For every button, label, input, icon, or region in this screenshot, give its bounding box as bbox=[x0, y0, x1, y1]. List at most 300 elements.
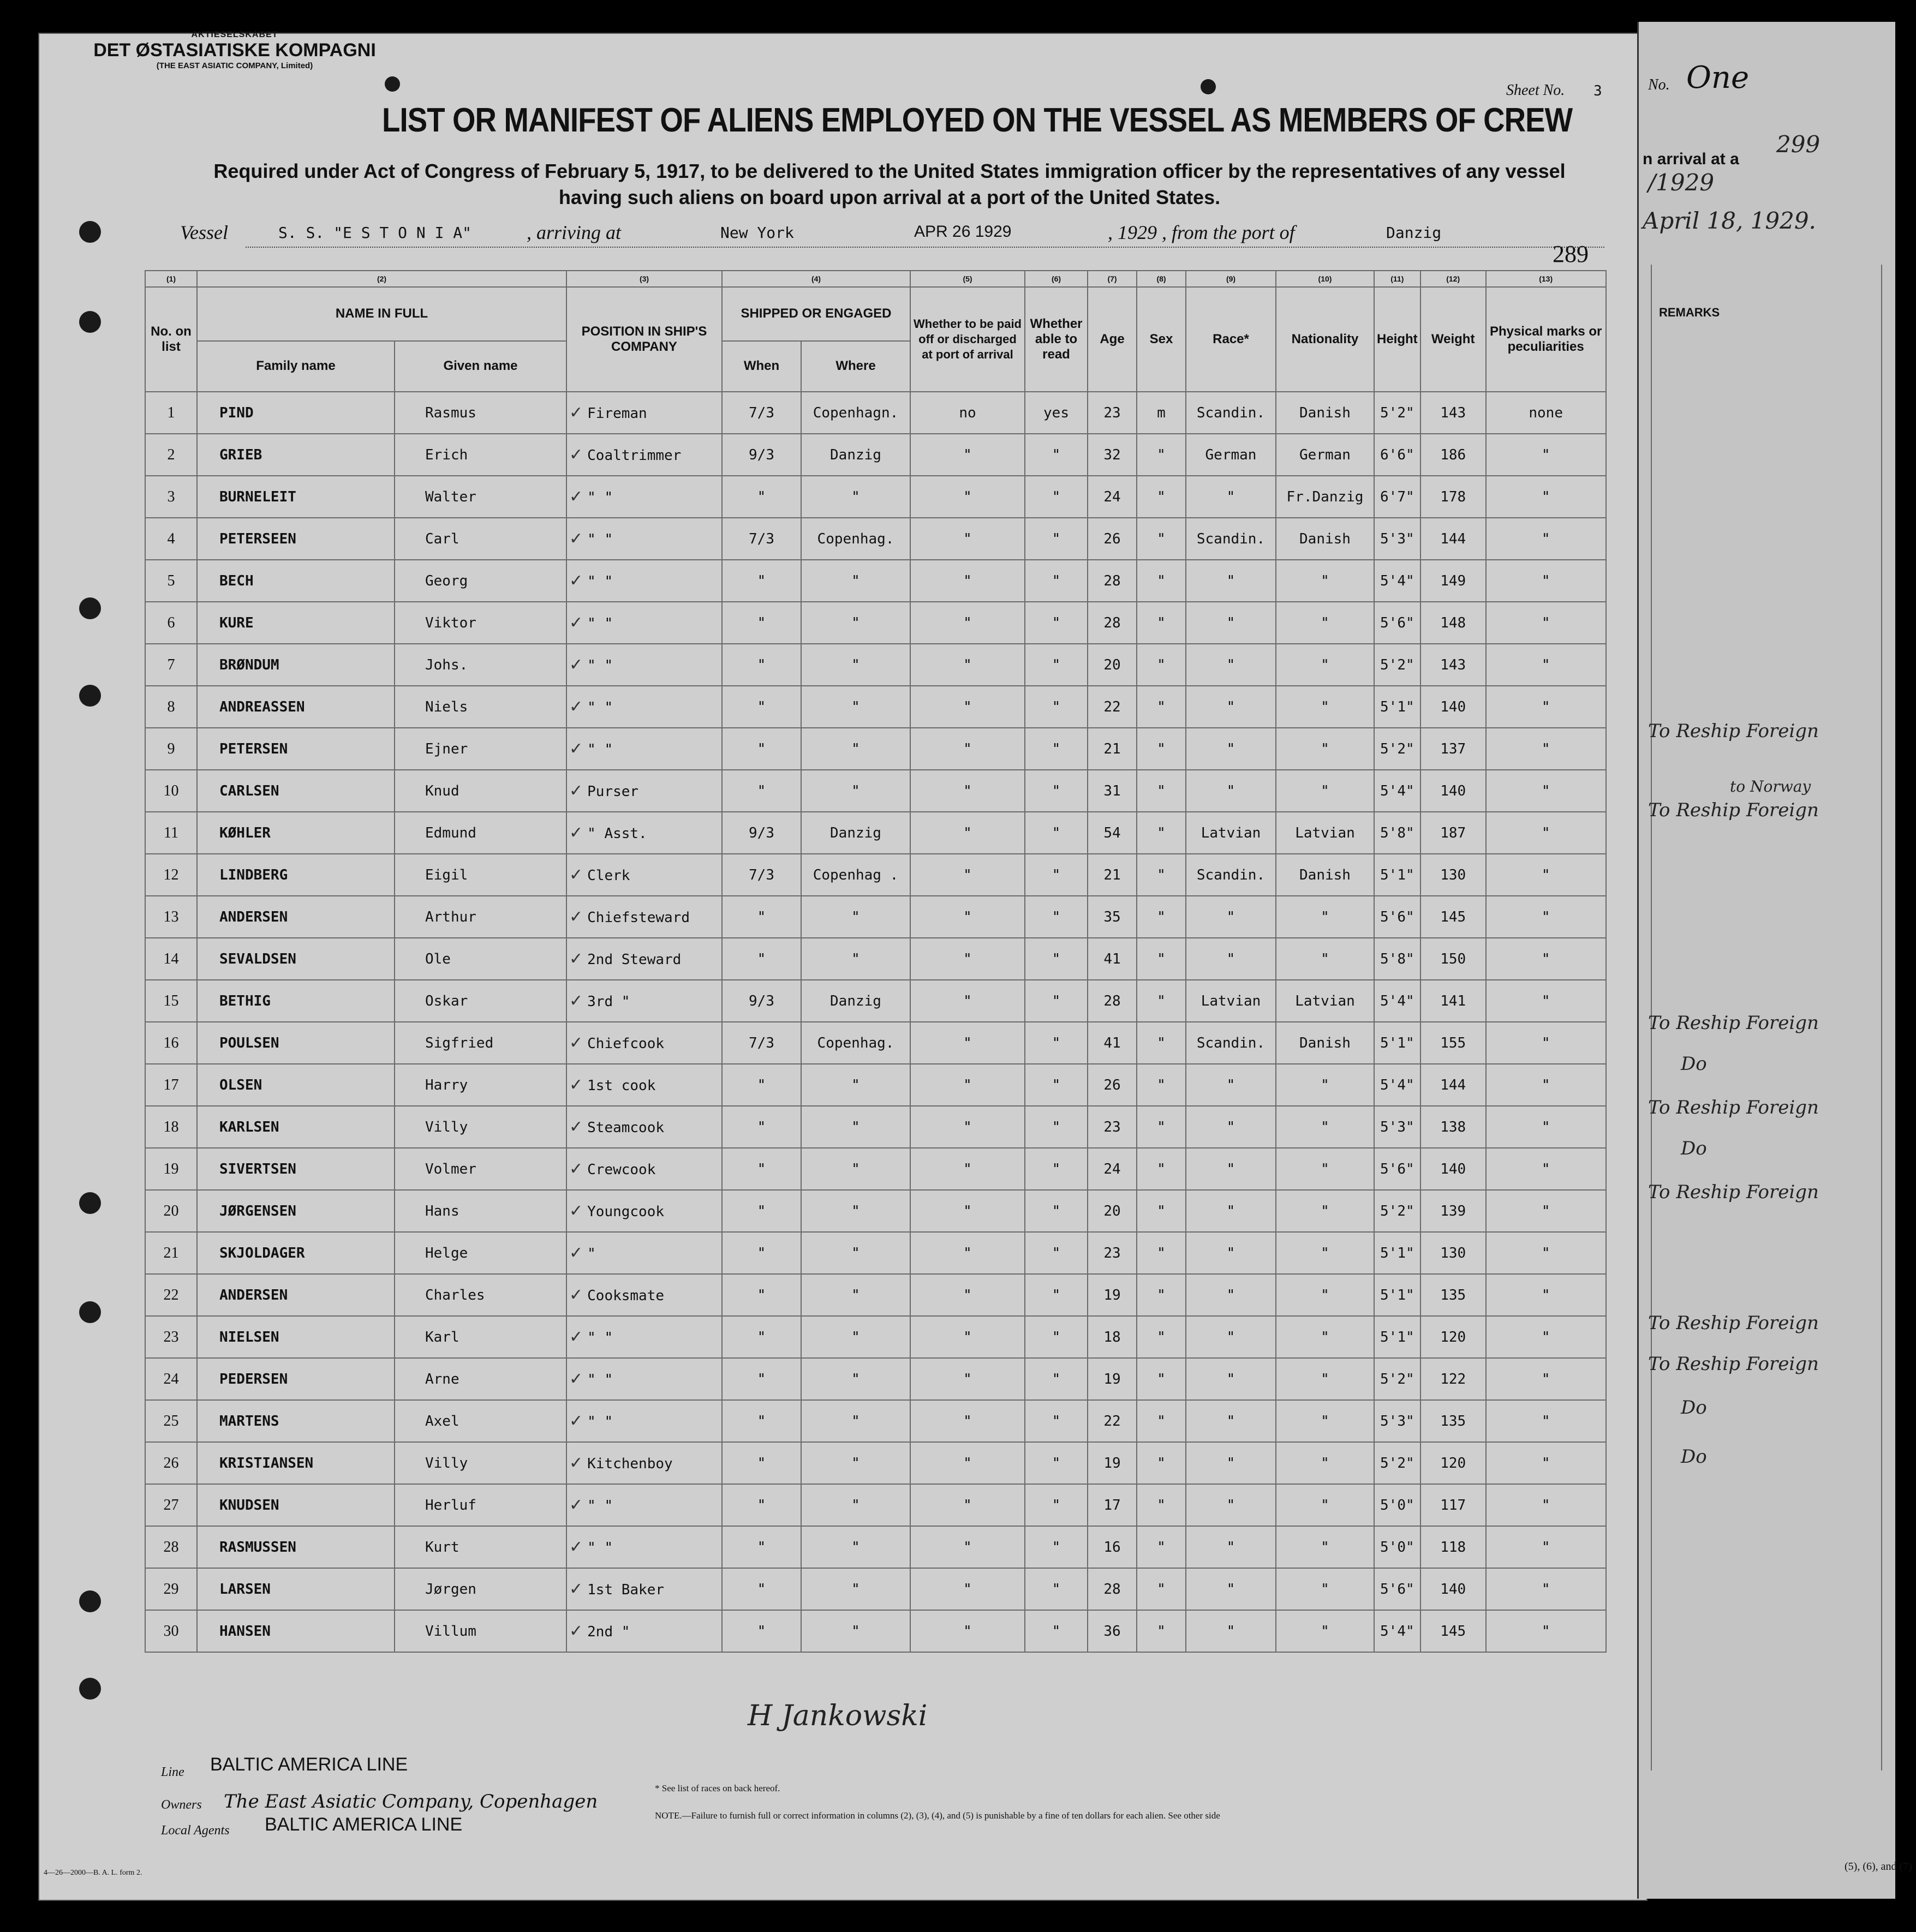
cell-weight: 143 bbox=[1420, 644, 1486, 686]
cell-weight: 140 bbox=[1420, 1148, 1486, 1190]
cell-given: Niels bbox=[395, 686, 566, 728]
cell-when: 7/3 bbox=[722, 854, 801, 896]
cell-no: 16 bbox=[145, 1022, 197, 1064]
cell-family: POULSEN bbox=[197, 1022, 395, 1064]
cell-read: " bbox=[1025, 434, 1088, 476]
cell-marks: " bbox=[1486, 434, 1606, 476]
footer-agents-label: Local Agents bbox=[161, 1823, 230, 1838]
cell-given: Hans bbox=[395, 1190, 566, 1232]
cell-position bbox=[566, 1316, 722, 1358]
table-row bbox=[145, 980, 1606, 1022]
punch-hole bbox=[79, 597, 101, 619]
punch-hole bbox=[79, 221, 101, 243]
cell-height: 5'0" bbox=[1374, 1526, 1420, 1568]
footer-note-penalty: NOTE.—Failure to furnish full or correct information in columns (2), (3), (4), and (5) is punishable by a fine of ten dollars for each alien. See other side bbox=[655, 1810, 1220, 1821]
cell-paid: " bbox=[910, 1022, 1025, 1064]
checkmark-icon: ✓ bbox=[569, 403, 583, 422]
cell-marks: " bbox=[1486, 728, 1606, 770]
cell-position bbox=[566, 434, 722, 476]
cell-position bbox=[566, 1568, 722, 1610]
cell-read: " bbox=[1025, 1190, 1088, 1232]
cell-weight: 135 bbox=[1420, 1400, 1486, 1442]
cell-sex: " bbox=[1137, 1022, 1186, 1064]
cell-read: yes bbox=[1025, 392, 1088, 434]
cell-race: " bbox=[1186, 1400, 1276, 1442]
column-number-row bbox=[145, 271, 1606, 287]
header-row-1 bbox=[145, 287, 1606, 341]
cell-given: Walter bbox=[395, 476, 566, 518]
cell-paid: " bbox=[910, 1358, 1025, 1400]
cell-given: Kurt bbox=[395, 1526, 566, 1568]
cell-sex: " bbox=[1137, 1484, 1186, 1526]
cell-family: JØRGENSEN bbox=[197, 1190, 395, 1232]
cell-race: Latvian bbox=[1186, 812, 1276, 854]
form-number: 4—26—2000—B. A. L. form 2. bbox=[44, 1869, 142, 1877]
cell-weight: 155 bbox=[1420, 1022, 1486, 1064]
from-port: Danzig bbox=[1386, 224, 1442, 242]
checkmark-icon: ✓ bbox=[569, 1075, 583, 1094]
cell-where: " bbox=[801, 1148, 910, 1190]
table-row bbox=[145, 1568, 1606, 1610]
remark-handwritten: To Reship Foreign bbox=[1648, 1312, 1819, 1334]
cell-no: 27 bbox=[145, 1484, 197, 1526]
cell-race: " bbox=[1186, 728, 1276, 770]
cell-when: 9/3 bbox=[722, 812, 801, 854]
cell-family: BURNELEIT bbox=[197, 476, 395, 518]
cell-where: " bbox=[801, 1484, 910, 1526]
cell-when: " bbox=[722, 1442, 801, 1484]
cell-where: Copenhag . bbox=[801, 854, 910, 896]
page-title: LIST OR MANIFEST OF ALIENS EMPLOYED ON THE VESSEL AS MEMBERS OF CREW bbox=[382, 101, 1573, 139]
cell-race: Scandin. bbox=[1186, 392, 1276, 434]
cell-paid: " bbox=[910, 1442, 1025, 1484]
cell-where: " bbox=[801, 1526, 910, 1568]
cell-nationality: " bbox=[1276, 1148, 1374, 1190]
header-weight: Weight bbox=[1420, 287, 1486, 392]
col-num: (1) bbox=[145, 271, 197, 287]
table-row bbox=[145, 1022, 1606, 1064]
cell-paid: " bbox=[910, 728, 1025, 770]
table-row bbox=[145, 728, 1606, 770]
cell-paid: " bbox=[910, 644, 1025, 686]
table-row bbox=[145, 1190, 1606, 1232]
cell-sex: " bbox=[1137, 770, 1186, 812]
cell-race: " bbox=[1186, 1232, 1276, 1274]
cell-weight: 130 bbox=[1420, 854, 1486, 896]
cell-read: " bbox=[1025, 1610, 1088, 1652]
cell-race: " bbox=[1186, 896, 1276, 938]
cell-height: 5'2" bbox=[1374, 1190, 1420, 1232]
cell-given: Helge bbox=[395, 1232, 566, 1274]
position-text: 1st cook bbox=[587, 1078, 656, 1094]
cell-nationality: " bbox=[1276, 686, 1374, 728]
cell-when: " bbox=[722, 560, 801, 602]
cell-marks: " bbox=[1486, 1442, 1606, 1484]
cell-where: " bbox=[801, 1316, 910, 1358]
cell-marks: " bbox=[1486, 1064, 1606, 1106]
cell-nationality: " bbox=[1276, 770, 1374, 812]
table-row bbox=[145, 854, 1606, 896]
cell-read: " bbox=[1025, 476, 1088, 518]
cell-read: " bbox=[1025, 1148, 1088, 1190]
cell-when: " bbox=[722, 1526, 801, 1568]
cell-weight: 137 bbox=[1420, 728, 1486, 770]
header-when: When bbox=[722, 341, 801, 392]
cell-family: HANSEN bbox=[197, 1610, 395, 1652]
cell-age: 41 bbox=[1088, 1022, 1137, 1064]
cell-where: " bbox=[801, 1610, 910, 1652]
cell-height: 5'3" bbox=[1374, 1106, 1420, 1148]
remark-handwritten: To Reship Foreign bbox=[1648, 1012, 1819, 1034]
checkmark-icon: ✓ bbox=[569, 739, 583, 758]
cell-when: 7/3 bbox=[722, 392, 801, 434]
cell-height: 6'7" bbox=[1374, 476, 1420, 518]
cell-marks: " bbox=[1486, 1274, 1606, 1316]
cell-family: BETHIG bbox=[197, 980, 395, 1022]
cell-marks: none bbox=[1486, 392, 1606, 434]
cell-given: Villum bbox=[395, 1610, 566, 1652]
cell-nationality: Latvian bbox=[1276, 980, 1374, 1022]
punch-hole bbox=[385, 76, 400, 92]
cell-nationality: " bbox=[1276, 602, 1374, 644]
cell-given: Herluf bbox=[395, 1484, 566, 1526]
cell-marks: " bbox=[1486, 560, 1606, 602]
cell-age: 32 bbox=[1088, 434, 1137, 476]
cell-race: Scandin. bbox=[1186, 1022, 1276, 1064]
cell-position bbox=[566, 686, 722, 728]
cell-age: 31 bbox=[1088, 770, 1137, 812]
cell-family: PIND bbox=[197, 392, 395, 434]
cell-paid: " bbox=[910, 1232, 1025, 1274]
checkmark-icon: ✓ bbox=[569, 1496, 583, 1515]
cell-position bbox=[566, 602, 722, 644]
cell-given: Ejner bbox=[395, 728, 566, 770]
header-nationality: Nationality bbox=[1276, 287, 1374, 392]
table-row bbox=[145, 686, 1606, 728]
cell-nationality: Danish bbox=[1276, 1022, 1374, 1064]
position-text: " " bbox=[587, 531, 613, 548]
cell-sex: " bbox=[1137, 854, 1186, 896]
table-row bbox=[145, 770, 1606, 812]
cell-weight: 144 bbox=[1420, 1064, 1486, 1106]
table-row bbox=[145, 1148, 1606, 1190]
col-num: (9) bbox=[1186, 271, 1276, 287]
cell-no: 23 bbox=[145, 1316, 197, 1358]
checkmark-icon: ✓ bbox=[569, 949, 583, 968]
cell-where: " bbox=[801, 1064, 910, 1106]
cell-sex: " bbox=[1137, 1190, 1186, 1232]
cell-weight: 139 bbox=[1420, 1190, 1486, 1232]
table-row bbox=[145, 644, 1606, 686]
cell-weight: 150 bbox=[1420, 938, 1486, 980]
cell-paid: " bbox=[910, 854, 1025, 896]
position-text: " " bbox=[587, 699, 613, 716]
cell-given: Volmer bbox=[395, 1148, 566, 1190]
cell-read: " bbox=[1025, 770, 1088, 812]
cell-weight: 120 bbox=[1420, 1316, 1486, 1358]
punch-hole bbox=[79, 1301, 101, 1323]
table-row bbox=[145, 1526, 1606, 1568]
cell-age: 23 bbox=[1088, 1106, 1137, 1148]
cell-height: 5'2" bbox=[1374, 728, 1420, 770]
cell-age: 22 bbox=[1088, 1400, 1137, 1442]
signature: H Jankowski bbox=[748, 1700, 928, 1732]
cell-read: " bbox=[1025, 560, 1088, 602]
cell-given: Villy bbox=[395, 1442, 566, 1484]
cell-no: 26 bbox=[145, 1442, 197, 1484]
cell-family: ANDERSEN bbox=[197, 1274, 395, 1316]
checkmark-icon: ✓ bbox=[569, 1285, 583, 1305]
cell-marks: " bbox=[1486, 1190, 1606, 1232]
header-given: Given name bbox=[395, 341, 566, 392]
header-position: POSITION IN SHIP'S COMPANY bbox=[566, 287, 722, 392]
cell-race: " bbox=[1186, 770, 1276, 812]
cell-sex: " bbox=[1137, 1526, 1186, 1568]
table-row bbox=[145, 434, 1606, 476]
cell-no: 30 bbox=[145, 1610, 197, 1652]
cell-position bbox=[566, 560, 722, 602]
checkmark-icon: ✓ bbox=[569, 1538, 583, 1557]
cell-when: " bbox=[722, 686, 801, 728]
cell-height: 5'1" bbox=[1374, 686, 1420, 728]
cell-age: 19 bbox=[1088, 1358, 1137, 1400]
cell-no: 7 bbox=[145, 644, 197, 686]
cell-when: 9/3 bbox=[722, 980, 801, 1022]
cell-marks: " bbox=[1486, 1400, 1606, 1442]
cell-given: Eigil bbox=[395, 854, 566, 896]
cell-age: 22 bbox=[1088, 686, 1137, 728]
cell-nationality: " bbox=[1276, 1106, 1374, 1148]
cell-paid: " bbox=[910, 980, 1025, 1022]
cell-read: " bbox=[1025, 1568, 1088, 1610]
cell-nationality: " bbox=[1276, 896, 1374, 938]
right-date: April 18, 1929. bbox=[1643, 207, 1816, 234]
col-num: (4) bbox=[722, 271, 910, 287]
cell-sex: " bbox=[1137, 1400, 1186, 1442]
header-no: No. on list bbox=[145, 287, 197, 392]
cell-weight: 140 bbox=[1420, 1568, 1486, 1610]
table-row bbox=[145, 1274, 1606, 1316]
cell-when: " bbox=[722, 1064, 801, 1106]
cell-age: 28 bbox=[1088, 602, 1137, 644]
checkmark-icon: ✓ bbox=[569, 781, 583, 800]
cell-height: 6'6" bbox=[1374, 434, 1420, 476]
cell-where: " bbox=[801, 1400, 910, 1442]
cell-where: " bbox=[801, 1568, 910, 1610]
cell-race: " bbox=[1186, 1358, 1276, 1400]
cell-height: 5'3" bbox=[1374, 1400, 1420, 1442]
cell-read: " bbox=[1025, 812, 1088, 854]
cell-sex: " bbox=[1137, 1274, 1186, 1316]
cell-position bbox=[566, 1064, 722, 1106]
header-name-in-full: NAME IN FULL bbox=[197, 287, 566, 341]
cell-race: " bbox=[1186, 1106, 1276, 1148]
position-text: Steamcook bbox=[587, 1120, 665, 1136]
remark-handwritten: To Reship Foreign bbox=[1648, 720, 1819, 742]
company-header bbox=[44, 30, 426, 70]
cell-height: 5'1" bbox=[1374, 1316, 1420, 1358]
cell-weight: 186 bbox=[1420, 434, 1486, 476]
right-bottom-note: (5), (6), and (7) bbox=[1845, 1861, 1912, 1873]
cell-given: Ole bbox=[395, 938, 566, 980]
cell-position bbox=[566, 1484, 722, 1526]
cell-height: 5'1" bbox=[1374, 854, 1420, 896]
cell-read: " bbox=[1025, 518, 1088, 560]
footer-line-label: Line bbox=[161, 1765, 184, 1779]
cell-marks: " bbox=[1486, 896, 1606, 938]
cell-age: 35 bbox=[1088, 896, 1137, 938]
cell-read: " bbox=[1025, 1106, 1088, 1148]
cell-nationality: " bbox=[1276, 728, 1374, 770]
cell-age: 20 bbox=[1088, 644, 1137, 686]
cell-race: " bbox=[1186, 1442, 1276, 1484]
cell-marks: " bbox=[1486, 1610, 1606, 1652]
cell-paid: no bbox=[910, 392, 1025, 434]
cell-age: 20 bbox=[1088, 1190, 1137, 1232]
cell-race: " bbox=[1186, 644, 1276, 686]
cell-family: BRØNDUM bbox=[197, 644, 395, 686]
cell-given: Carl bbox=[395, 518, 566, 560]
checkmark-icon: ✓ bbox=[569, 1033, 583, 1052]
cell-read: " bbox=[1025, 896, 1088, 938]
cell-position bbox=[566, 1190, 722, 1232]
cell-paid: " bbox=[910, 434, 1025, 476]
cell-sex: " bbox=[1137, 896, 1186, 938]
cell-when: 7/3 bbox=[722, 518, 801, 560]
cell-nationality: German bbox=[1276, 434, 1374, 476]
cell-position bbox=[566, 1148, 722, 1190]
cell-age: 21 bbox=[1088, 854, 1137, 896]
cell-given: Karl bbox=[395, 1316, 566, 1358]
cell-age: 23 bbox=[1088, 392, 1137, 434]
cell-where: " bbox=[801, 896, 910, 938]
cell-family: KARLSEN bbox=[197, 1106, 395, 1148]
header-paid-off: Whether to be paid off or discharged at port of arrival bbox=[910, 287, 1025, 392]
cell-when: " bbox=[722, 770, 801, 812]
cell-age: 26 bbox=[1088, 518, 1137, 560]
checkmark-icon: ✓ bbox=[569, 1411, 583, 1431]
cell-sex: " bbox=[1137, 602, 1186, 644]
cell-paid: " bbox=[910, 1274, 1025, 1316]
cell-paid: " bbox=[910, 602, 1025, 644]
cell-read: " bbox=[1025, 1358, 1088, 1400]
cell-given: Johs. bbox=[395, 644, 566, 686]
cell-read: " bbox=[1025, 1526, 1088, 1568]
right-sheet-no-label: No. bbox=[1648, 76, 1670, 93]
cell-where: " bbox=[801, 1442, 910, 1484]
position-text: " " bbox=[587, 1540, 613, 1556]
cell-race: " bbox=[1186, 476, 1276, 518]
cell-paid: " bbox=[910, 1106, 1025, 1148]
checkmark-icon: ✓ bbox=[569, 1201, 583, 1221]
cell-paid: " bbox=[910, 560, 1025, 602]
header-read: Whether able to read bbox=[1025, 287, 1088, 392]
arriving-port: New York bbox=[720, 224, 794, 242]
position-text: 2nd Steward bbox=[587, 952, 682, 968]
cell-age: 18 bbox=[1088, 1316, 1137, 1358]
cell-position bbox=[566, 1022, 722, 1064]
cell-family: SIVERTSEN bbox=[197, 1148, 395, 1190]
cell-paid: " bbox=[910, 1568, 1025, 1610]
remark-handwritten: To Reship Foreign bbox=[1648, 1181, 1819, 1203]
checkmark-icon: ✓ bbox=[569, 865, 583, 884]
remark-handwritten: Do bbox=[1681, 1138, 1707, 1159]
table-row bbox=[145, 518, 1606, 560]
cell-marks: " bbox=[1486, 476, 1606, 518]
cell-sex: " bbox=[1137, 686, 1186, 728]
cell-given: Jørgen bbox=[395, 1568, 566, 1610]
cell-weight: 138 bbox=[1420, 1106, 1486, 1148]
table-row bbox=[145, 938, 1606, 980]
cell-nationality: " bbox=[1276, 644, 1374, 686]
right-arrival-number: 299 bbox=[1776, 131, 1821, 158]
cell-weight: 118 bbox=[1420, 1526, 1486, 1568]
cell-when: " bbox=[722, 476, 801, 518]
cell-no: 4 bbox=[145, 518, 197, 560]
cell-marks: " bbox=[1486, 980, 1606, 1022]
cell-sex: " bbox=[1137, 1106, 1186, 1148]
cell-sex: " bbox=[1137, 980, 1186, 1022]
cell-read: " bbox=[1025, 1316, 1088, 1358]
cell-no: 13 bbox=[145, 896, 197, 938]
table-row bbox=[145, 1442, 1606, 1484]
cell-read: " bbox=[1025, 686, 1088, 728]
cell-given: Charles bbox=[395, 1274, 566, 1316]
cell-nationality: " bbox=[1276, 1484, 1374, 1526]
cell-no: 12 bbox=[145, 854, 197, 896]
cell-position bbox=[566, 1106, 722, 1148]
cell-read: " bbox=[1025, 980, 1088, 1022]
cell-age: 21 bbox=[1088, 728, 1137, 770]
cell-marks: " bbox=[1486, 1106, 1606, 1148]
cell-where: Copenhag. bbox=[801, 518, 910, 560]
cell-weight: 145 bbox=[1420, 1610, 1486, 1652]
company-english-name: (THE EAST ASIATIC COMPANY, Limited) bbox=[156, 61, 313, 70]
cell-when: " bbox=[722, 728, 801, 770]
cell-given: Knud bbox=[395, 770, 566, 812]
checkmark-icon: ✓ bbox=[569, 571, 583, 590]
cell-marks: " bbox=[1486, 812, 1606, 854]
cell-marks: " bbox=[1486, 686, 1606, 728]
cell-read: " bbox=[1025, 1400, 1088, 1442]
company-type: AKTIESELSKABET bbox=[191, 30, 278, 39]
remark-handwritten: To Reship Foreign bbox=[1648, 1097, 1819, 1118]
position-text: " " bbox=[587, 1372, 613, 1388]
checkmark-icon: ✓ bbox=[569, 907, 583, 926]
cell-age: 54 bbox=[1088, 812, 1137, 854]
company-name: DET ØSTASIATISKE KOMPAGNI bbox=[93, 40, 376, 61]
cell-where: " bbox=[801, 770, 910, 812]
cell-paid: " bbox=[910, 938, 1025, 980]
cell-marks: " bbox=[1486, 1148, 1606, 1190]
cell-when: " bbox=[722, 602, 801, 644]
table-row bbox=[145, 1484, 1606, 1526]
cell-race: German bbox=[1186, 434, 1276, 476]
cell-nationality: " bbox=[1276, 1442, 1374, 1484]
cell-no: 8 bbox=[145, 686, 197, 728]
cell-height: 5'1" bbox=[1374, 1232, 1420, 1274]
cell-paid: " bbox=[910, 686, 1025, 728]
position-text: " " bbox=[587, 657, 613, 674]
table-row bbox=[145, 1400, 1606, 1442]
cell-race: " bbox=[1186, 938, 1276, 980]
table-row bbox=[145, 812, 1606, 854]
cell-height: 5'2" bbox=[1374, 1442, 1420, 1484]
cell-age: 19 bbox=[1088, 1442, 1137, 1484]
position-text: " " bbox=[587, 615, 613, 632]
cell-paid: " bbox=[910, 1316, 1025, 1358]
cell-height: 5'1" bbox=[1374, 1022, 1420, 1064]
